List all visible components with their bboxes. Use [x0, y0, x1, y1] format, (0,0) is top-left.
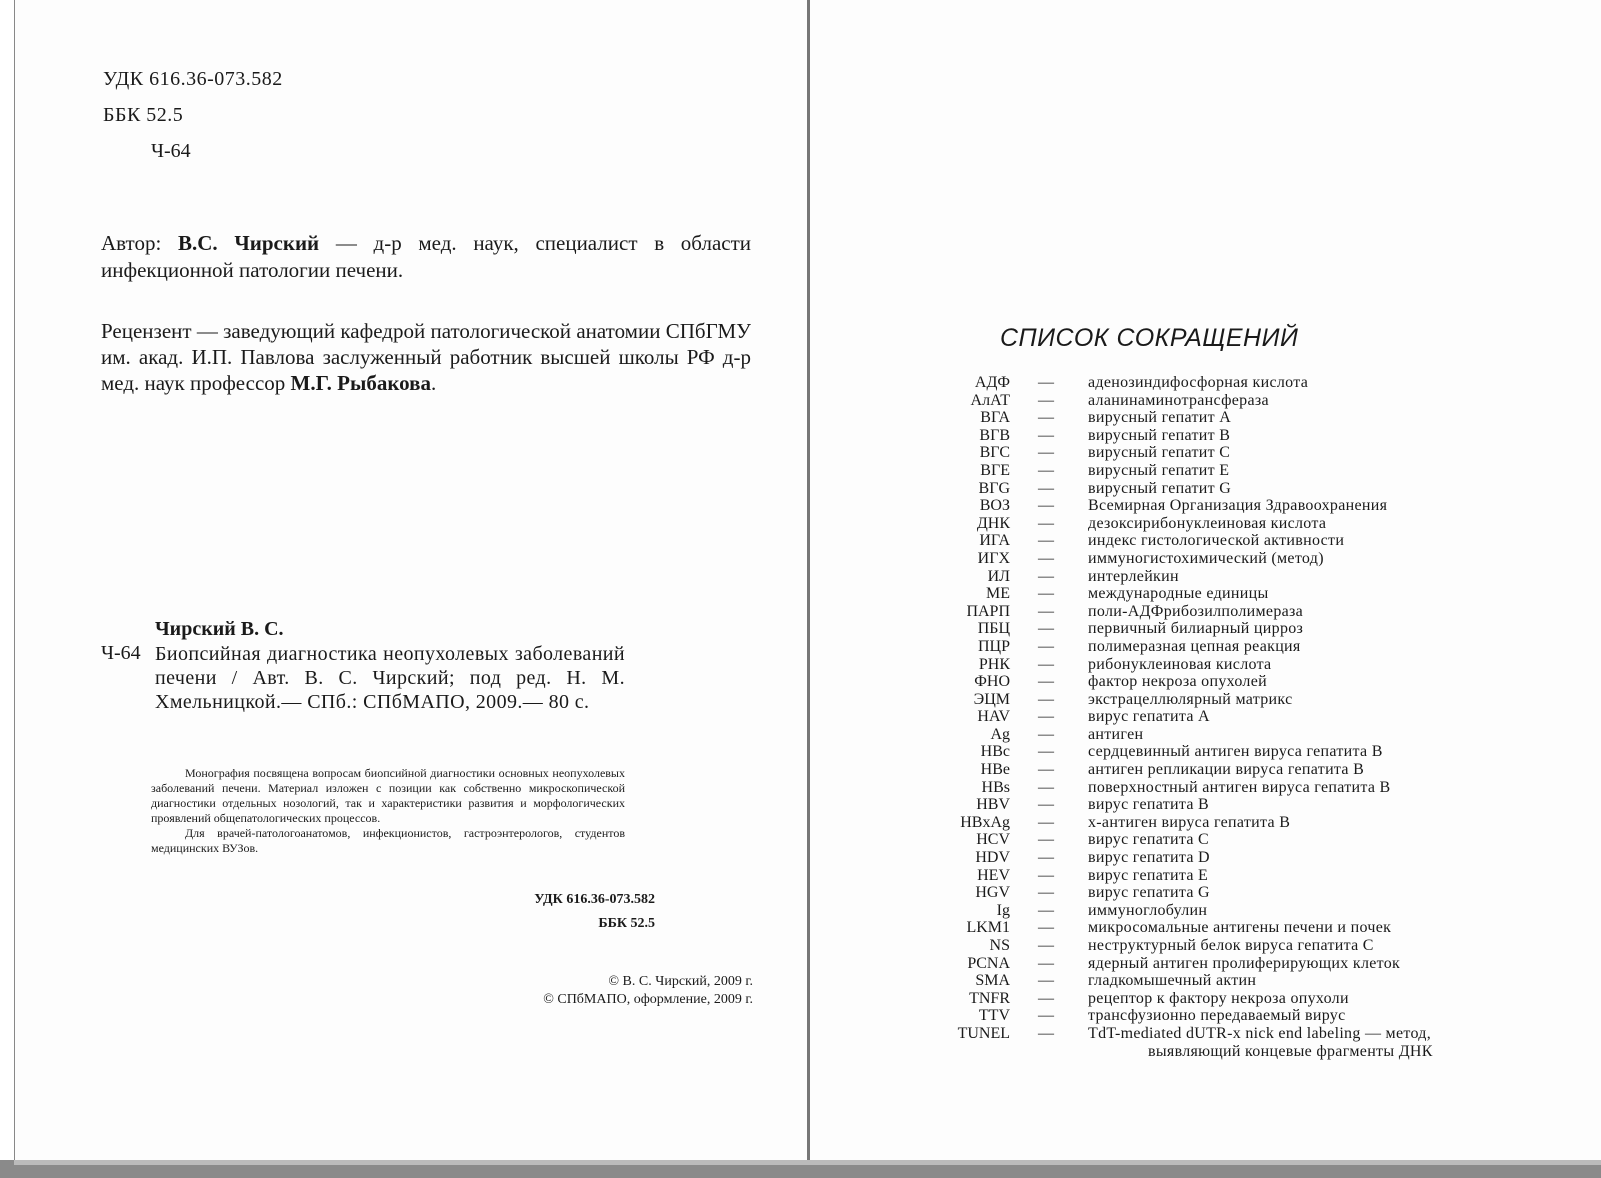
abbreviation-meaning: антиген — [1088, 725, 1144, 743]
abbreviation-row — [870, 691, 1570, 709]
annotation-paragraph-1: Монография посвящена вопросам биопсийной диагностики основных неопухолевых заболеваний печени. Материал изложен с позиции как собственно микроскопической диагностики отдельных нозологий, так и характеристики развития и морфологических проявлений общепатологических процессов. — [151, 766, 625, 825]
abbreviation-row — [870, 972, 1570, 990]
abbreviation-dash: — — [1038, 532, 1054, 550]
abbreviation-dash: — — [1038, 374, 1054, 391]
abbreviation-row — [870, 955, 1570, 973]
tunel-continuation: выявляющий концевые фрагменты ДНК — [1148, 1042, 1433, 1060]
abbreviation-row — [870, 374, 1570, 392]
abbreviation-meaning: иммуногистохимический (метод) — [1088, 549, 1324, 567]
abbreviation-dash: — — [1038, 849, 1054, 867]
abbreviation-term: HBV — [976, 796, 1010, 814]
abbreviation-term: ЭЦМ — [973, 690, 1010, 708]
abbreviation-row — [870, 1007, 1570, 1025]
abbreviation-term: TTV — [978, 1007, 1010, 1025]
abbreviation-meaning: вирус гепатита А — [1088, 708, 1210, 726]
abbreviation-meaning: TdT-mediated dUTR-x nick end labeling — метод, — [1088, 1024, 1432, 1042]
abbreviation-meaning: вирусный гепатит G — [1088, 479, 1232, 497]
abbreviation-term: HAV — [977, 708, 1010, 726]
author-name: В.С. Чирский — [177, 231, 320, 255]
abbreviation-dash: — — [1038, 461, 1054, 479]
abbreviation-meaning: международные единицы — [1088, 585, 1269, 603]
abbreviation-term: ВГЕ — [980, 461, 1010, 479]
bibliographic-cutter: Ч-64 — [101, 642, 141, 664]
abbreviation-dash: — — [1038, 514, 1054, 532]
scan-bottom-edge — [0, 1160, 1601, 1178]
abbreviation-term: ПАРП — [966, 602, 1010, 620]
abbreviation-row — [870, 831, 1570, 849]
abbreviation-row — [870, 656, 1570, 674]
abbreviation-meaning: антиген репликации вируса гепатита В — [1088, 761, 1365, 779]
abbreviation-dash: — — [1038, 954, 1054, 972]
abbreviation-dash: — — [1038, 919, 1054, 937]
abbreviation-row — [870, 638, 1570, 656]
abbreviation-meaning: вирусный гепатит С — [1088, 444, 1231, 462]
bibliographic-description: Биопсийная диагностика неопухолевых заболеваний печени / Авт. В. С. Чирский; под ред. Н. М. Хмельницкой.— СПб.: СПбМАПО, 2009.— 80 с. — [155, 643, 625, 713]
abbreviation-term: ФНО — [974, 673, 1010, 691]
abbreviation-row — [870, 726, 1570, 744]
abbreviation-dash: — — [1038, 866, 1054, 884]
abbreviation-term: ВГG — [978, 479, 1010, 497]
abbreviation-term: ИГХ — [977, 549, 1010, 567]
abbreviation-meaning: вирус гепатита Е — [1088, 866, 1209, 884]
abbreviation-row — [870, 796, 1570, 814]
author-description: — д-р мед. наук, специалист в области инфекционной патологии печени. — [101, 231, 752, 282]
abbreviation-meaning: вирус гепатита В — [1088, 796, 1210, 814]
abbreviation-term: HGV — [975, 884, 1010, 902]
abbreviation-meaning: рибонуклеиновая кислота — [1088, 655, 1272, 673]
abbreviation-dash: — — [1038, 673, 1054, 691]
abbreviation-term: РНК — [978, 655, 1010, 673]
abbreviations-list — [870, 374, 1570, 1060]
reviewer-paragraph — [101, 318, 751, 396]
abbreviation-term: PCNA — [967, 954, 1010, 972]
abbreviation-dash: — — [1038, 725, 1054, 743]
abbreviation-meaning: первичный билиарный цирроз — [1088, 620, 1304, 638]
abbreviation-row — [870, 515, 1570, 533]
bibliographic-author: Чирский В. С. — [155, 618, 284, 640]
abbreviation-term: Ig — [996, 901, 1010, 919]
abbreviation-dash: — — [1038, 901, 1054, 919]
abbreviation-meaning: дезоксирибонуклеиновая кислота — [1088, 514, 1327, 532]
abbreviation-meaning: аланинаминотрансфераза — [1088, 391, 1269, 409]
abbreviation-row — [870, 497, 1570, 515]
abbreviation-meaning: Всемирная Организация Здравоохранения — [1088, 497, 1388, 515]
abbreviation-term: ИГА — [979, 532, 1010, 550]
abbreviation-meaning: вирус гепатита С — [1088, 831, 1210, 849]
abbreviation-dash: — — [1038, 655, 1054, 673]
cutter-code-top: Ч-64 — [151, 140, 191, 162]
abbreviation-meaning: иммуноглобулин — [1088, 901, 1208, 919]
abbreviation-meaning: трансфузионно передаваемый вирус — [1088, 1007, 1346, 1025]
bbk-code-bottom: ББК 52.5 — [598, 916, 655, 931]
abbreviation-row — [870, 568, 1570, 586]
abbreviation-row — [870, 427, 1570, 445]
abbreviation-meaning: вирусный гепатит Е — [1088, 461, 1230, 479]
abbreviation-dash: — — [1038, 567, 1054, 585]
abbreviation-term: Ag — [990, 725, 1010, 743]
abbreviation-meaning: интерлейкин — [1088, 567, 1179, 585]
copyright-author: © В. С. Чирский, 2009 г. — [608, 974, 753, 989]
annotation-paragraph-2: Для врачей-патологоанатомов, инфекционистов, гастроэнтерологов, студентов медицинских ВУЗов. — [151, 826, 625, 855]
abbreviation-meaning: вирусный гепатит А — [1088, 409, 1232, 427]
reviewer-end: . — [430, 371, 437, 395]
abbreviation-term: SMA — [975, 972, 1010, 990]
abbreviation-row — [870, 532, 1570, 550]
abbreviation-row — [870, 708, 1570, 726]
abbreviation-row — [870, 849, 1570, 867]
abbreviation-row — [870, 814, 1570, 832]
abbreviation-row — [870, 409, 1570, 427]
abbreviation-dash: — — [1038, 497, 1054, 515]
abbreviation-row — [870, 673, 1570, 691]
abbreviation-term: LKM1 — [966, 919, 1010, 937]
abbreviation-meaning: поверхностный антиген вируса гепатита В — [1088, 778, 1391, 796]
abbreviation-meaning: аденозиндифосфорная кислота — [1088, 374, 1309, 391]
abbreviation-meaning: вирус гепатита D — [1088, 849, 1210, 867]
abbreviation-dash: — — [1038, 884, 1054, 902]
abbreviation-row — [870, 603, 1570, 621]
abbreviation-dash: — — [1038, 637, 1054, 655]
abbreviation-row — [870, 392, 1570, 410]
abbreviation-term: ВГВ — [979, 426, 1010, 444]
abbreviation-dash: — — [1038, 479, 1054, 497]
abbreviation-term: HBe — [980, 761, 1010, 779]
abbreviation-row — [870, 867, 1570, 885]
abbreviation-dash: — — [1038, 602, 1054, 620]
abbreviation-term: HBxAg — [960, 813, 1010, 831]
abbreviation-term: ВГА — [980, 409, 1010, 427]
abbreviation-term: HBs — [981, 778, 1010, 796]
abbreviation-term: ВГС — [979, 444, 1010, 462]
abbreviation-meaning: поли-АДФрибозилполимераза — [1088, 602, 1304, 620]
abbreviation-meaning: вирус гепатита G — [1088, 884, 1210, 902]
abbreviation-term: АлАТ — [970, 391, 1010, 409]
abbreviation-meaning: микросомальные антигены печени и почек — [1088, 919, 1392, 937]
abbreviation-dash: — — [1038, 391, 1054, 409]
abbreviation-row — [870, 919, 1570, 937]
udk-code-bottom: УДК 616.36-073.582 — [534, 892, 655, 907]
abbreviation-term: TNFR — [969, 989, 1010, 1007]
abbreviation-dash: — — [1038, 426, 1054, 444]
abbreviation-term: HDV — [975, 849, 1010, 867]
abbreviation-meaning: х-антиген вируса гепатита В — [1088, 813, 1291, 831]
abbreviation-dash: — — [1038, 585, 1054, 603]
abbreviation-meaning: неструктурный белок вируса гепатита С — [1088, 937, 1374, 954]
abbreviation-dash: — — [1038, 778, 1054, 796]
abbreviation-row — [870, 480, 1570, 498]
abbreviation-meaning: рецептор к фактору некроза опухоли — [1088, 989, 1349, 1007]
abbreviations-title: СПИСОК СОКРАЩЕНИЙ — [1000, 324, 1299, 352]
abbreviation-term: АДФ — [974, 374, 1010, 391]
author-prefix: Автор: — [101, 231, 178, 255]
abbreviation-dash: — — [1038, 549, 1054, 567]
abbreviation-row — [870, 550, 1570, 568]
abbreviation-dash: — — [1038, 989, 1054, 1007]
right-page — [810, 0, 1601, 1160]
abbreviation-meaning: полимеразная цепная реакция — [1088, 637, 1301, 655]
abbreviation-row — [870, 743, 1570, 761]
abbreviation-term: HEV — [977, 866, 1010, 884]
abbreviation-dash: — — [1038, 620, 1054, 638]
abbreviation-dash: — — [1038, 409, 1054, 427]
left-page — [14, 0, 808, 1160]
abbreviation-dash: — — [1038, 972, 1054, 990]
author-paragraph — [101, 230, 751, 284]
abbreviation-dash: — — [1038, 937, 1054, 954]
abbreviation-meaning: фактор некроза опухолей — [1088, 673, 1267, 691]
abbreviation-row — [870, 779, 1570, 797]
abbreviation-dash: — — [1038, 796, 1054, 814]
abbreviation-meaning: экстрацеллюлярный матрикс — [1088, 690, 1293, 708]
abbreviation-row — [870, 620, 1570, 638]
abbreviation-row — [870, 444, 1570, 462]
abbreviation-row — [870, 884, 1570, 902]
abbreviation-dash: — — [1038, 761, 1054, 779]
abbreviation-meaning: индекс гистологической активности — [1088, 532, 1345, 550]
abbreviation-term: МЕ — [986, 585, 1010, 603]
reviewer-description: Рецензент — заведующий кафедрой патологической анатомии СПбГМУ им. акад. И.П. Павлова заслуженный работник высшей школы РФ д-р мед. наук профессор — [101, 319, 751, 395]
abbreviation-term: TUNEL — [957, 1024, 1010, 1042]
abbreviation-dash: — — [1038, 690, 1054, 708]
abbreviation-meaning: ядерный антиген пролиферирующих клеток — [1088, 954, 1401, 972]
copyright-publisher: © СПбМАПО, оформление, 2009 г. — [543, 992, 753, 1007]
abbreviation-row — [870, 990, 1570, 1008]
annotation — [151, 766, 625, 856]
abbreviation-row — [870, 902, 1570, 920]
abbreviation-dash: — — [1038, 813, 1054, 831]
abbreviation-term: ВОЗ — [979, 497, 1010, 515]
abbreviation-dash: — — [1038, 708, 1054, 726]
abbreviation-term: ПБЦ — [977, 620, 1010, 638]
abbreviation-row — [870, 585, 1570, 603]
abbreviation-dash: — — [1038, 1007, 1054, 1025]
reviewer-name: М.Г. Рыбакова — [290, 371, 431, 395]
abbreviation-term: NS — [989, 937, 1010, 954]
abbreviation-term: ПЦР — [977, 637, 1010, 655]
abbreviation-dash: — — [1038, 831, 1054, 849]
abbreviation-term: ДНК — [976, 514, 1010, 532]
abbreviation-row — [870, 761, 1570, 779]
abbreviation-term: HBc — [980, 743, 1010, 761]
abbreviation-dash: — — [1038, 1024, 1054, 1042]
abbreviation-term: HCV — [976, 831, 1010, 849]
abbreviation-term: ИЛ — [987, 567, 1010, 585]
abbreviation-meaning: сердцевинный антиген вируса гепатита В — [1088, 743, 1383, 761]
abbreviation-meaning: гладкомышечный актин — [1088, 972, 1257, 990]
abbreviation-row — [870, 1025, 1570, 1043]
bbk-code-top: ББК 52.5 — [103, 104, 184, 126]
abbreviation-row — [870, 462, 1570, 480]
abbreviation-meaning: вирусный гепатит В — [1088, 426, 1231, 444]
abbreviation-row — [870, 937, 1570, 955]
abbreviation-dash: — — [1038, 444, 1054, 462]
abbreviation-dash: — — [1038, 743, 1054, 761]
udk-code-top: УДК 616.36-073.582 — [103, 68, 283, 90]
